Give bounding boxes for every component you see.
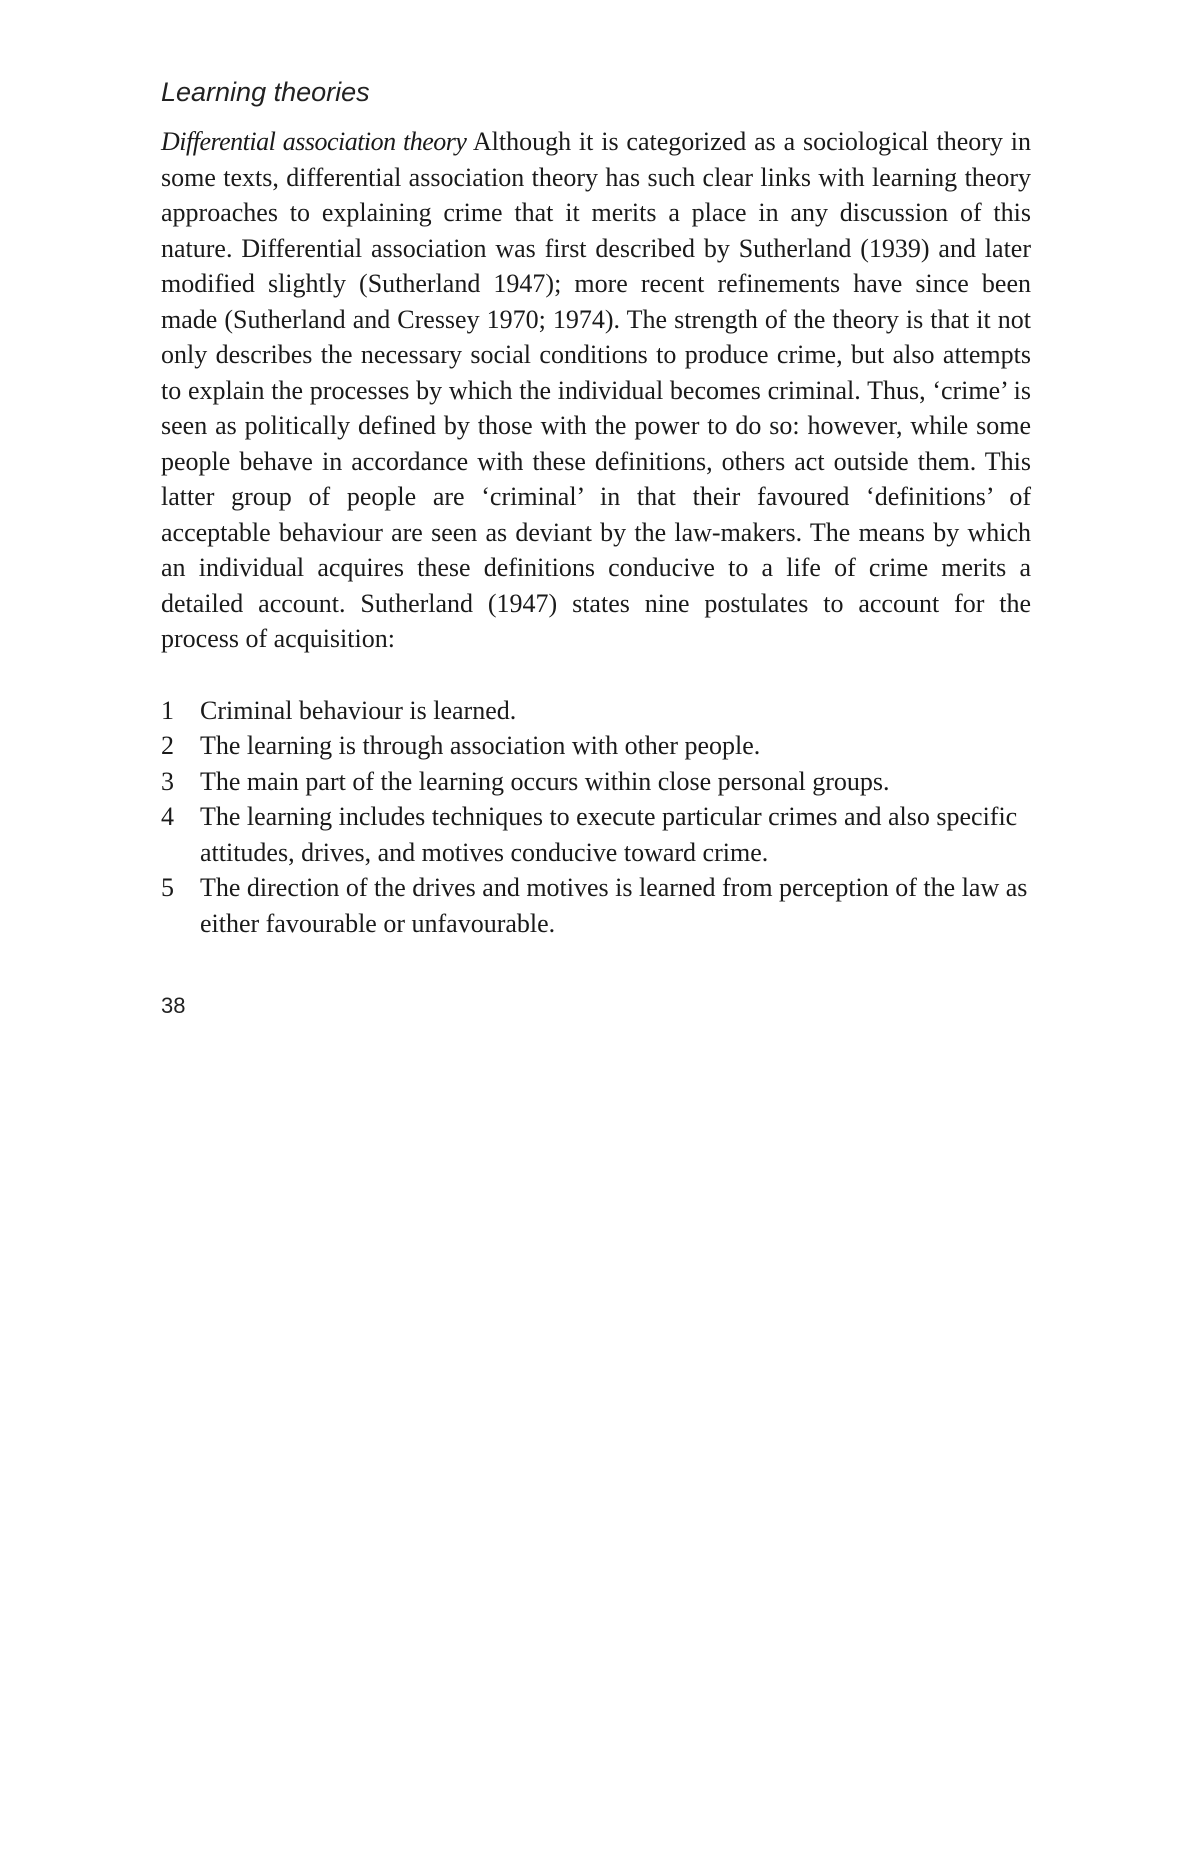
list-item-number: 3 xyxy=(161,766,174,796)
list-item xyxy=(161,728,1031,764)
postulates-list xyxy=(161,693,1031,942)
section-heading: Differential association theory xyxy=(161,127,467,156)
page-number: 38 xyxy=(161,993,186,1018)
body-paragraph xyxy=(161,124,1031,657)
list-item-number: 2 xyxy=(161,731,174,760)
list-item-text: The learning is through association with other people. xyxy=(200,731,761,760)
list-item xyxy=(161,764,1031,800)
book-page xyxy=(161,72,1031,1019)
running-head: Learning theories xyxy=(161,77,370,107)
list-item-text: The main part of the learning occurs within close personal groups. xyxy=(200,766,890,796)
list-item-number: 1 xyxy=(161,695,174,725)
list-item-text: Criminal behaviour is learned. xyxy=(200,695,517,725)
list-item xyxy=(161,799,1031,870)
list-item-number: 4 xyxy=(161,802,174,831)
list-item-text: The direction of the drives and motives is learned from perception of the law as either favourable or unfavourable. xyxy=(200,873,1028,938)
list-item-number: 5 xyxy=(161,873,174,902)
list-item xyxy=(161,870,1031,941)
list-item-text: The learning includes techniques to execute particular crimes and also specific attitudes, drives, and motives conducive toward crime. xyxy=(200,802,1018,867)
paragraph-text: Although it is categorized as a sociological theory in some texts, differential association theory has such clear links with learning theory approaches to explaining crime that it merits a place in any discussion of this nature. Differential association was first described by Sutherland (1939) and later modified slightly (Sutherland 1947); more recent refinements have since been made (Sutherland and Cressey 1970; 1974). The strength of the theory is that it not only describes the necessary social conditions to produce crime, but also attempts to explain the processes by which the individual becomes criminal. Thus, ‘crime’ is seen as politically defined by those with the power to do so: however, while some people behave in accordance with these definitions, others act outside them. This latter group of people are ‘criminal’ in that their favoured ‘definitions’ of acceptable behaviour are seen as deviant by the law-makers. The means by which an individual acquires these definitions conducive to a life of crime merits a detailed account. Sutherland (1947) states nine postulates to account for the process of acquisition: xyxy=(161,127,1031,653)
list-item xyxy=(161,693,1031,729)
